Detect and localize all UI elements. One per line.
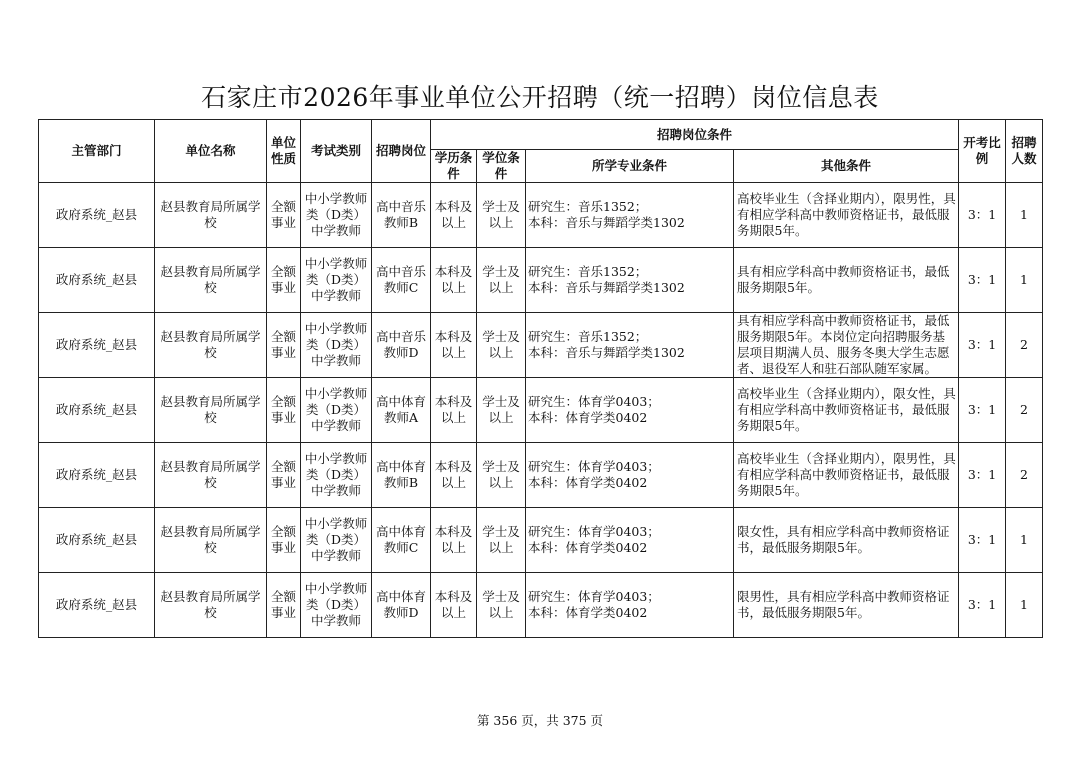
header-exam: 考试类别 [301, 120, 372, 183]
cell-post: 高中音乐教师D [372, 313, 431, 378]
table-header [39, 120, 1043, 183]
cell-dept: 政府系统_赵县 [39, 508, 155, 573]
cell-other: 高校毕业生（含择业期内），限男性，具有相应学科高中教师资格证书，最低服务期限5年。 [734, 183, 959, 248]
header-degree: 学位条件 [477, 150, 526, 183]
header-edu: 学历条件 [431, 150, 477, 183]
table-row [39, 248, 1043, 313]
cell-unit: 赵县教育局所属学校 [155, 313, 267, 378]
cell-ratio: 3：1 [959, 183, 1006, 248]
cell-dept: 政府系统_赵县 [39, 573, 155, 638]
cell-exam: 中小学教师类（D类）中学教师 [301, 508, 372, 573]
cell-nature: 全额事业 [267, 248, 301, 313]
page-number: 第 356 页，共 375 页 [476, 713, 604, 728]
cell-exam: 中小学教师类（D类）中学教师 [301, 573, 372, 638]
major-graduate: 研究生：体育学0403； [528, 394, 660, 409]
major-graduate: 研究生：体育学0403； [528, 589, 660, 604]
cell-major [526, 443, 734, 508]
cell-edu: 本科及以上 [431, 313, 477, 378]
cell-other: 限男性，具有相应学科高中教师资格证书，最低服务期限5年。 [734, 573, 959, 638]
cell-nature: 全额事业 [267, 183, 301, 248]
cell-major [526, 378, 734, 443]
table-row [39, 378, 1043, 443]
cell-major [526, 573, 734, 638]
cell-nature: 全额事业 [267, 313, 301, 378]
header-post: 招聘岗位 [372, 120, 431, 183]
major-undergraduate: 本科：音乐与舞蹈学类1302 [528, 280, 685, 295]
cell-edu: 本科及以上 [431, 378, 477, 443]
cell-major [526, 508, 734, 573]
major-graduate: 研究生：体育学0403； [528, 459, 660, 474]
cell-ratio: 3：1 [959, 378, 1006, 443]
cell-major [526, 183, 734, 248]
table-row [39, 573, 1043, 638]
cell-exam: 中小学教师类（D类）中学教师 [301, 378, 372, 443]
cell-unit: 赵县教育局所属学校 [155, 378, 267, 443]
cell-other: 高校毕业生（含择业期内），限女性，具有相应学科高中教师资格证书，最低服务期限5年。 [734, 378, 959, 443]
cell-dept: 政府系统_赵县 [39, 443, 155, 508]
cell-count: 2 [1006, 443, 1043, 508]
cell-major [526, 248, 734, 313]
cell-unit: 赵县教育局所属学校 [155, 183, 267, 248]
cell-ratio: 3：1 [959, 508, 1006, 573]
cell-degree: 学士及以上 [477, 248, 526, 313]
cell-dept: 政府系统_赵县 [39, 378, 155, 443]
major-undergraduate: 本科：体育学类0402 [528, 410, 648, 425]
header-ratio: 开考比例 [959, 120, 1006, 183]
cell-other: 具有相应学科高中教师资格证书，最低服务期限5年。 [734, 248, 959, 313]
header-dept: 主管部门 [39, 120, 155, 183]
cell-degree: 学士及以上 [477, 378, 526, 443]
cell-unit: 赵县教育局所属学校 [155, 508, 267, 573]
major-graduate: 研究生：体育学0403； [528, 524, 660, 539]
cell-nature: 全额事业 [267, 573, 301, 638]
cell-unit: 赵县教育局所属学校 [155, 573, 267, 638]
cell-ratio: 3：1 [959, 443, 1006, 508]
cell-degree: 学士及以上 [477, 183, 526, 248]
cell-dept: 政府系统_赵县 [39, 183, 155, 248]
cell-other: 限女性，具有相应学科高中教师资格证书，最低服务期限5年。 [734, 508, 959, 573]
table-row [39, 183, 1043, 248]
cell-post: 高中音乐教师B [372, 183, 431, 248]
cell-unit: 赵县教育局所属学校 [155, 248, 267, 313]
cell-degree: 学士及以上 [477, 573, 526, 638]
cell-exam: 中小学教师类（D类）中学教师 [301, 313, 372, 378]
cell-major [526, 313, 734, 378]
cell-edu: 本科及以上 [431, 443, 477, 508]
cell-exam: 中小学教师类（D类）中学教师 [301, 443, 372, 508]
page-title: 石家庄市2026年事业单位公开招聘（统一招聘）岗位信息表 [201, 83, 879, 112]
cell-count: 1 [1006, 508, 1043, 573]
cell-other: 高校毕业生（含择业期内），限男性，具有相应学科高中教师资格证书，最低服务期限5年。 [734, 443, 959, 508]
cell-degree: 学士及以上 [477, 508, 526, 573]
cell-degree: 学士及以上 [477, 313, 526, 378]
cell-ratio: 3：1 [959, 573, 1006, 638]
header-unit: 单位名称 [155, 120, 267, 183]
cell-post: 高中体育教师A [372, 378, 431, 443]
cell-dept: 政府系统_赵县 [39, 313, 155, 378]
cell-count: 1 [1006, 248, 1043, 313]
table-row [39, 508, 1043, 573]
cell-other: 具有相应学科高中教师资格证书，最低服务期限5年。本岗位定向招聘服务基层项目期满人员、服务冬奥大学生志愿者、退役军人和驻石部队随军家属。 [734, 313, 959, 378]
cell-ratio: 3：1 [959, 248, 1006, 313]
cell-nature: 全额事业 [267, 508, 301, 573]
header-count: 招聘人数 [1006, 120, 1043, 183]
cell-nature: 全额事业 [267, 378, 301, 443]
cell-post: 高中体育教师C [372, 508, 431, 573]
major-graduate: 研究生：音乐1352； [528, 199, 648, 214]
cell-unit: 赵县教育局所属学校 [155, 443, 267, 508]
cell-count: 2 [1006, 378, 1043, 443]
header-other: 其他条件 [734, 150, 959, 183]
cell-post: 高中体育教师B [372, 443, 431, 508]
cell-dept: 政府系统_赵县 [39, 248, 155, 313]
job-table [38, 119, 1043, 638]
table-row [39, 443, 1043, 508]
major-undergraduate: 本科：体育学类0402 [528, 475, 648, 490]
cell-edu: 本科及以上 [431, 508, 477, 573]
cell-degree: 学士及以上 [477, 443, 526, 508]
header-nature: 单位性质 [267, 120, 301, 183]
cell-count: 1 [1006, 183, 1043, 248]
cell-post: 高中体育教师D [372, 573, 431, 638]
header-conditions: 招聘岗位条件 [431, 120, 959, 150]
cell-edu: 本科及以上 [431, 248, 477, 313]
major-undergraduate: 本科：音乐与舞蹈学类1302 [528, 345, 685, 360]
cell-nature: 全额事业 [267, 443, 301, 508]
cell-post: 高中音乐教师C [372, 248, 431, 313]
cell-exam: 中小学教师类（D类）中学教师 [301, 183, 372, 248]
cell-edu: 本科及以上 [431, 573, 477, 638]
cell-ratio: 3：1 [959, 313, 1006, 378]
table-body [39, 183, 1043, 638]
major-undergraduate: 本科：体育学类0402 [528, 540, 648, 555]
cell-count: 1 [1006, 573, 1043, 638]
cell-exam: 中小学教师类（D类）中学教师 [301, 248, 372, 313]
cell-edu: 本科及以上 [431, 183, 477, 248]
cell-count: 2 [1006, 313, 1043, 378]
major-graduate: 研究生：音乐1352； [528, 264, 648, 279]
major-graduate: 研究生：音乐1352； [528, 329, 648, 344]
major-undergraduate: 本科：体育学类0402 [528, 605, 648, 620]
table-row [39, 313, 1043, 378]
header-major: 所学专业条件 [526, 150, 734, 183]
major-undergraduate: 本科：音乐与舞蹈学类1302 [528, 215, 685, 230]
